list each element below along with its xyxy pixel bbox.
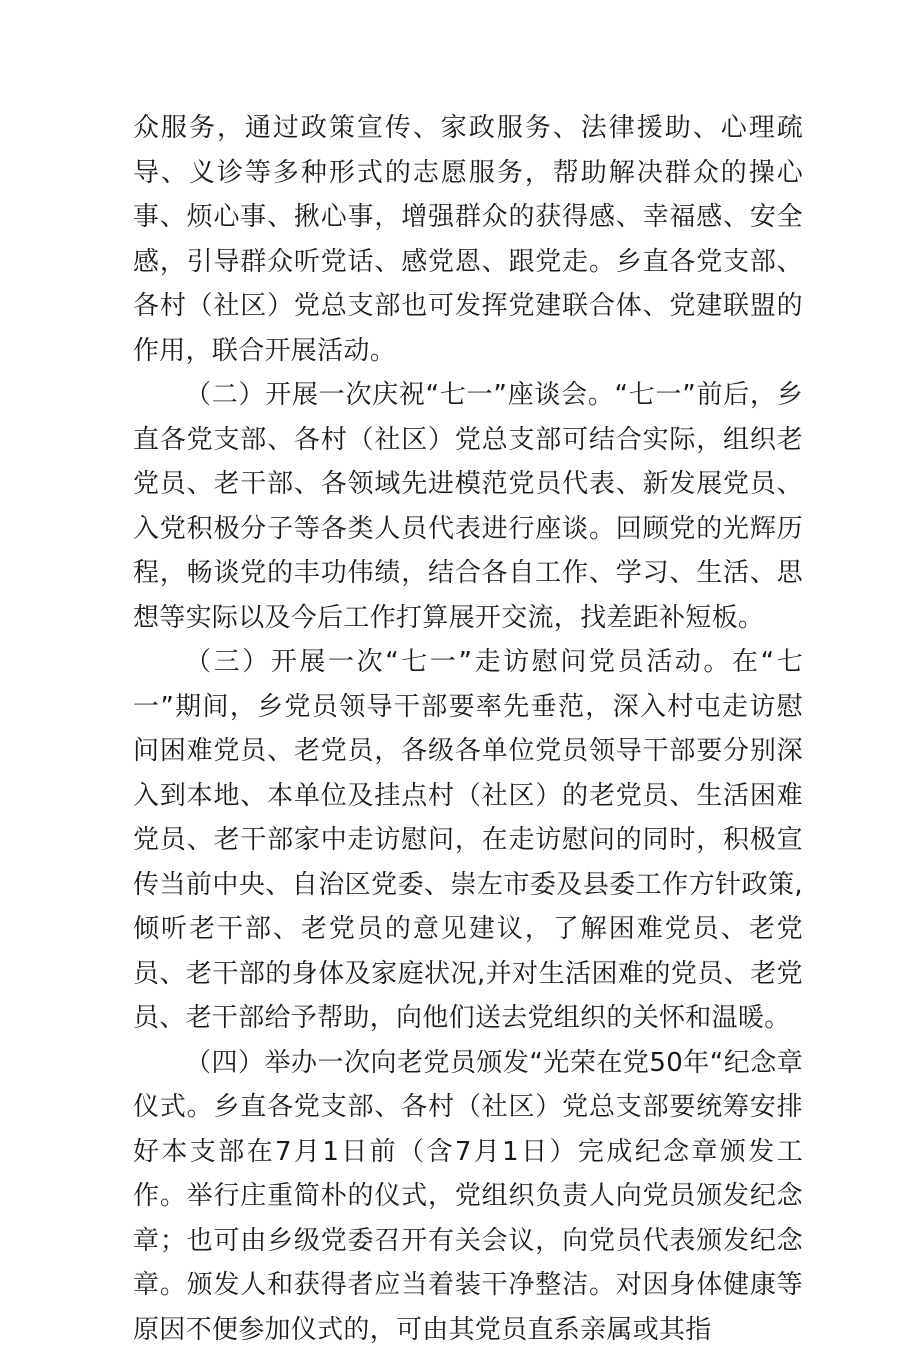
paragraph-symposium: （二）开展一次庆祝“七一”座谈会。“七一”前后，乡直各党支部、各村（社区）党总支部可结合实际，组织老党员、老干部、各领域先进模范党员代表、新发展党员、入党积极分子等各类人员代表进行座谈。回顾党的光辉历程，畅谈党的丰功伟绩，结合各自工作、学习、生活、思想等实际以及今后工作打算展开交流，找差距补短板。 bbox=[133, 373, 803, 640]
paragraph-volunteer-service: 众服务，通过政策宣传、家政服务、法律援助、心理疏导、义诊等多种形式的志愿服务，帮助解决群众的操心事、烦心事、揪心事，增强群众的获得感、幸福感、安全感，引导群众听党话、感党恩、跟党走。乡直各党支部、各村（社区）党总支部也可发挥党建联合体、党建联盟的作用，联合开展活动。 bbox=[133, 106, 803, 373]
paragraph-visit-members: （三）开展一次“七一”走访慰问党员活动。在“七一”期间，乡党员领导干部要率先垂范，深入村屯走访慰问困难党员、老党员，各级各单位党员领导干部要分别深入到本地、本单位及挂点村（社区）的老党员、生活困难党员、老干部家中走访慰问，在走访慰问的同时，积极宣传当前中央、自治区党委、崇左市委及县委工作方针政策,倾听老干部、老党员的意见建议，了解困难党员、老党员、老干部的身体及家庭状况,并对生活困难的党员、老党员、老干部给予帮助，向他们送去党组织的关怀和温暖。 bbox=[133, 640, 803, 1041]
document-body bbox=[133, 106, 803, 1352]
paragraph-commemorative-medal: （四）举办一次向老党员颁发“光荣在党50年“纪念章仪式。乡直各党支部、各村（社区）党总支部要统筹安排好本支部在7月1日前（含7月1日）完成纪念章颁发工作。举行庄重简朴的仪式，党组织负责人向党员颁发纪念章；也可由乡级党委召开有关会议，向党员代表颁发纪念章。颁发人和获得者应当着装干净整洁。对因身体健康等原因不便参加仪式的，可由其党员直系亲属或其指 bbox=[133, 1041, 803, 1352]
